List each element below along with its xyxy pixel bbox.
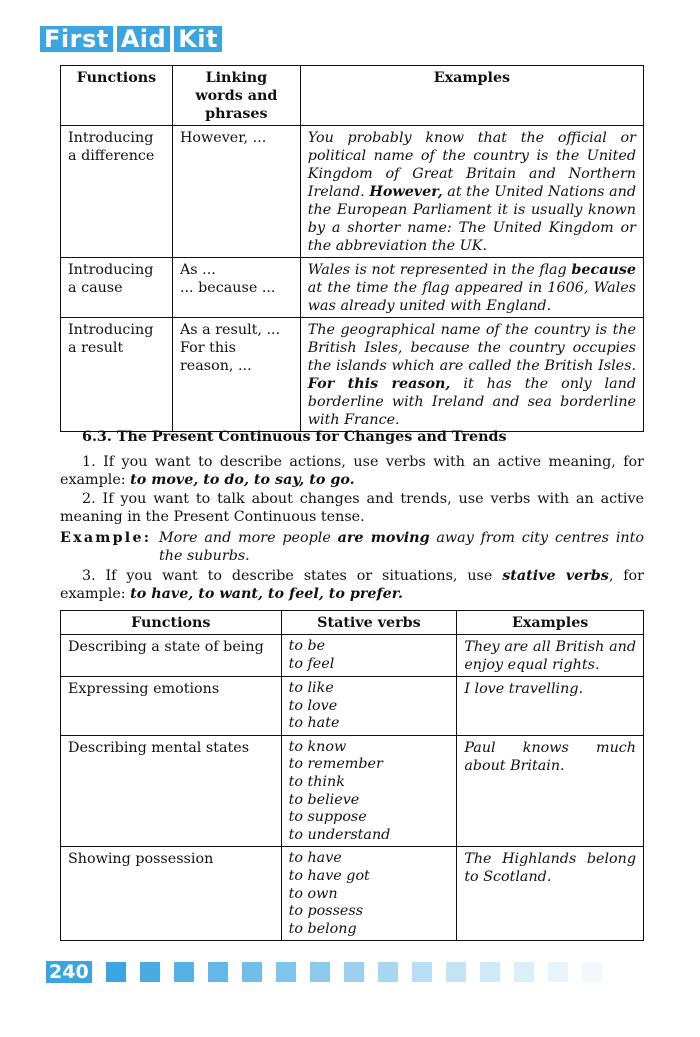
linking-cell: As ... ... because ... [172, 258, 300, 318]
footer-square [344, 962, 364, 982]
footer-square [140, 962, 160, 982]
page-footer [46, 961, 602, 983]
header-word: First [40, 26, 113, 52]
function-cell: Introducing a result [61, 318, 173, 432]
table-header-row [61, 611, 644, 635]
paragraph: 2. If you want to talk about changes and trends, use verbs with an active meaning in the Present Continuous tense. [60, 491, 644, 525]
column-header: Examples [457, 611, 644, 635]
table-header-row [61, 66, 644, 126]
function-cell: Showing possession [61, 847, 282, 941]
linking-cell: However, ... [172, 126, 300, 258]
verbs-cell: to like to love to hate [281, 677, 457, 736]
example-cell: Paul knows much about Britain. [457, 735, 644, 847]
function-cell: Describing a state of being [61, 635, 282, 677]
footer-square [514, 962, 534, 982]
column-header: Linking words and phrases [172, 66, 300, 126]
table-row [61, 735, 644, 847]
footer-square [276, 962, 296, 982]
example-cell: You probably know that the official or political name of the country is the United Kingdom of Great Britain and Northern Ireland. However, at the United Nations and the European Parliament it is usually known by a shorter name: The United Kingdom or the abbreviation the UK. [300, 126, 643, 258]
example-cell: Wales is not represented in the flag because at the time the flag appeared in 1606, Wales was already united with England. [300, 258, 643, 318]
footer-square [310, 962, 330, 982]
footer-square [378, 962, 398, 982]
footer-square [106, 962, 126, 982]
table-row [61, 677, 644, 736]
page-header [40, 26, 222, 52]
header-word: Aid [117, 26, 170, 52]
example-label: Example: [60, 530, 152, 546]
stative-verbs-table [60, 610, 644, 941]
example-cell: The Highlands belong to Scotland. [457, 847, 644, 941]
function-cell: Introducing a cause [61, 258, 173, 318]
table-row [61, 258, 644, 318]
column-header: Examples [300, 66, 643, 126]
example-cell: They are all British and enjoy equal rights. [457, 635, 644, 677]
page-number: 240 [46, 961, 92, 983]
table-row [61, 847, 644, 941]
footer-square [412, 962, 432, 982]
column-header: Functions [61, 611, 282, 635]
table-row [61, 126, 644, 258]
table-row [61, 318, 644, 432]
column-header: Stative verbs [281, 611, 457, 635]
example-text: More and more people are moving away from city centres into the suburbs. [159, 530, 644, 564]
footer-square [446, 962, 466, 982]
example-block [60, 529, 644, 565]
footer-square [174, 962, 194, 982]
footer-square [548, 962, 568, 982]
footer-square [582, 962, 602, 982]
footer-square [480, 962, 500, 982]
footer-square [208, 962, 228, 982]
paragraph: 1. If you want to describe actions, use verbs with an active meaning, for example: to move, to do, to say, to go. [60, 454, 644, 488]
section-heading: 6.3. The Present Continuous for Changes and Trends [82, 429, 507, 445]
example-cell: I love travelling. [457, 677, 644, 736]
footer-square [242, 962, 262, 982]
paragraph: 3. If you want to describe states or situations, use stative verbs, for example: to have, to want, to feel, to prefer. [60, 568, 644, 602]
verbs-cell: to have to have got to own to possess to belong [281, 847, 457, 941]
function-cell: Introducing a difference [61, 126, 173, 258]
column-header: Functions [61, 66, 173, 126]
linking-words-table [60, 65, 644, 432]
function-cell: Describing mental states [61, 735, 282, 847]
table-row [61, 635, 644, 677]
header-word: Kit [174, 26, 222, 52]
verbs-cell: to know to remember to think to believe to suppose to understand [281, 735, 457, 847]
example-cell: The geographical name of the country is the British Isles, because the country occupies the islands which are called the British Isles. For this reason, it has the only land borderline with Ireland and sea borderline with France. [300, 318, 643, 432]
linking-cell: As a result, ... For this reason, ... [172, 318, 300, 432]
verbs-cell: to be to feel [281, 635, 457, 677]
function-cell: Expressing emotions [61, 677, 282, 736]
